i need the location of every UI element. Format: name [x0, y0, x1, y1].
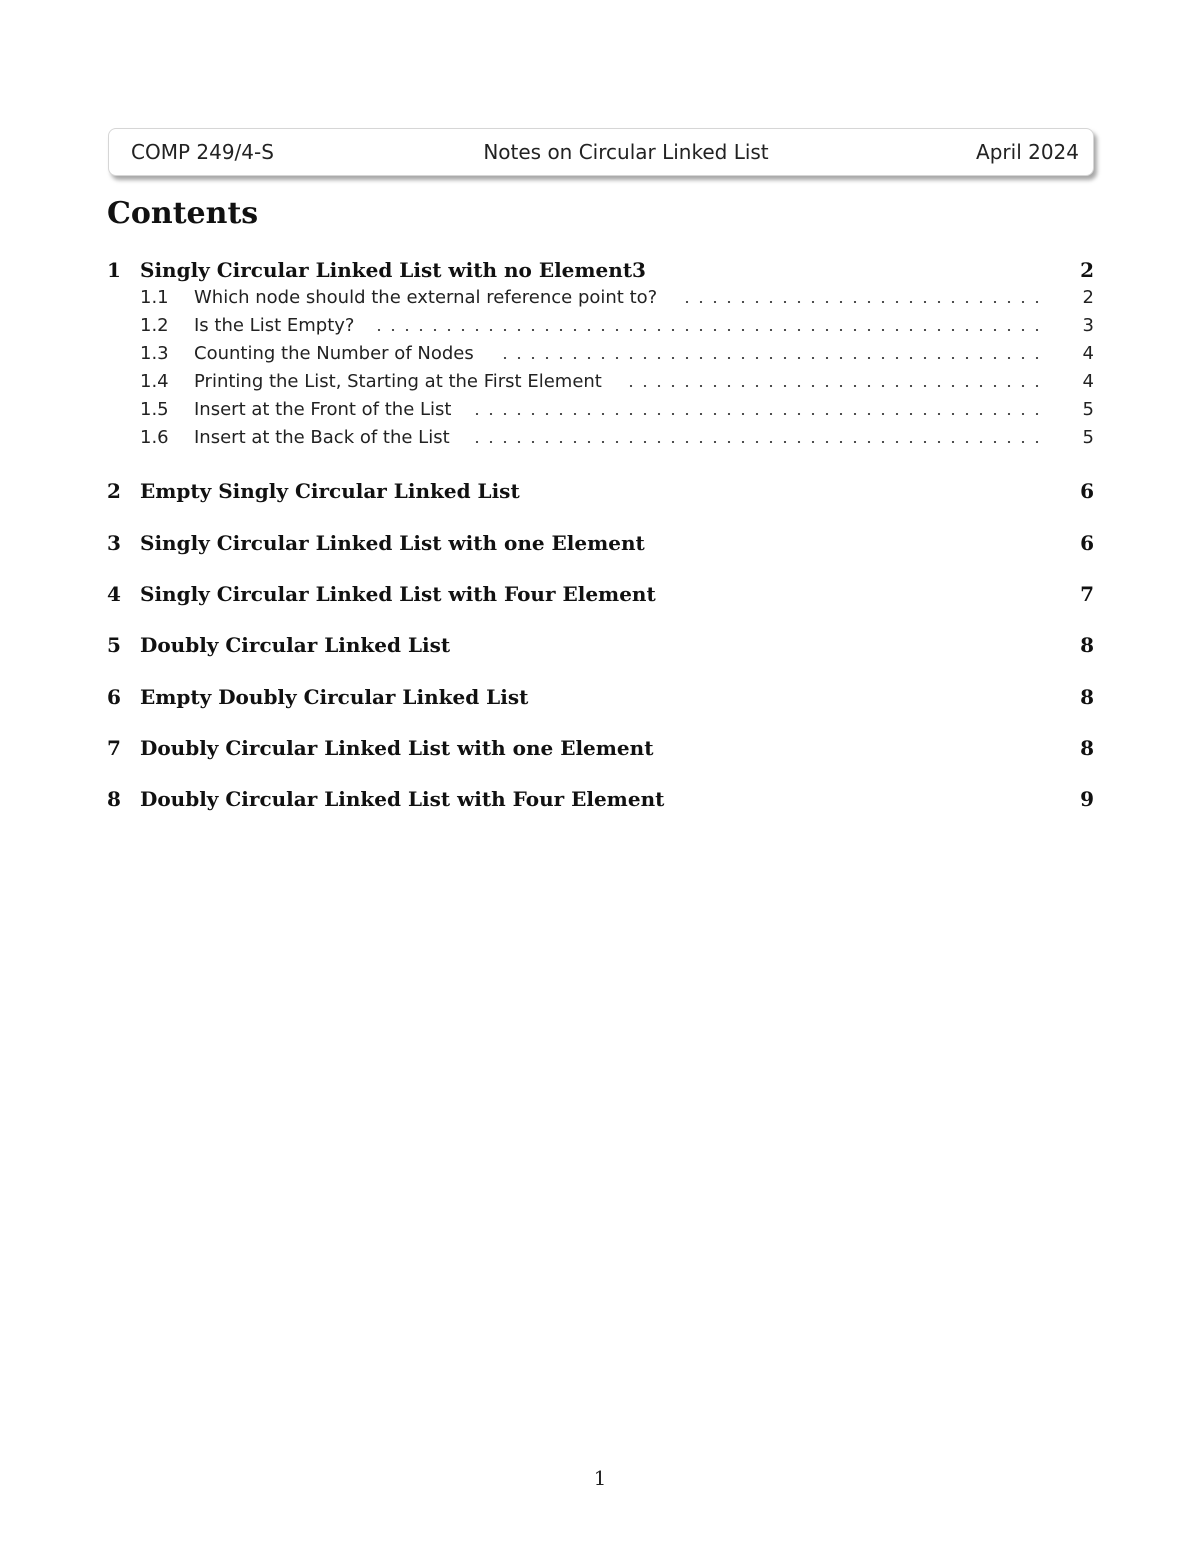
toc-section-title[interactable]: Empty Singly Circular Linked List — [140, 479, 520, 503]
toc-subsection-1-1[interactable] — [107, 287, 1094, 315]
toc-section-number: 1 — [107, 258, 121, 282]
toc-section-number: 5 — [107, 633, 121, 657]
toc-section-4[interactable] — [107, 582, 1094, 610]
toc-subsection-1-3[interactable] — [107, 343, 1094, 371]
toc-subsection-page[interactable]: 4 — [1082, 371, 1094, 392]
toc-section-5[interactable] — [107, 633, 1094, 661]
toc-section-title[interactable]: Doubly Circular Linked List with Four Element — [140, 787, 665, 811]
toc-section-page[interactable]: 6 — [1080, 531, 1094, 555]
toc-subsection-1-5[interactable] — [107, 399, 1094, 427]
toc-subsection-number: 1.4 — [140, 371, 169, 392]
toc-subsection-number: 1.2 — [140, 315, 169, 336]
toc-dot-leader — [680, 301, 1044, 303]
toc-section-number: 3 — [107, 531, 121, 555]
toc-section-page[interactable]: 2 — [1080, 258, 1094, 282]
toc-subsection-title[interactable]: Insert at the Back of the List — [194, 427, 450, 448]
toc-subsection-number: 1.6 — [140, 427, 169, 448]
toc-subsection-number: 1.3 — [140, 343, 169, 364]
toc-section-title[interactable]: Singly Circular Linked List with Four Element — [140, 582, 656, 606]
toc-section-number: 8 — [107, 787, 121, 811]
toc-section-page[interactable]: 9 — [1080, 787, 1094, 811]
toc-subsection-1-6[interactable] — [107, 427, 1094, 455]
toc-section-title[interactable]: Doubly Circular Linked List with one Element — [140, 736, 654, 760]
toc-subsection-title[interactable]: Is the List Empty? — [194, 315, 355, 336]
toc-subsection-title[interactable]: Printing the List, Starting at the First Element — [194, 371, 602, 392]
header-course: COMP 249/4-S — [131, 140, 274, 164]
toc-section-title[interactable]: Singly Circular Linked List with one Element — [140, 531, 645, 555]
toc-dot-leader — [498, 357, 1044, 359]
toc-section-number: 2 — [107, 479, 121, 503]
toc-subsection-title[interactable]: Which node should the external reference point to? — [194, 287, 658, 308]
toc-dot-leader — [470, 413, 1044, 415]
toc-section-page[interactable]: 8 — [1080, 685, 1094, 709]
toc-section-6[interactable] — [107, 685, 1094, 713]
toc-dot-leader — [624, 385, 1044, 387]
toc-subsection-1-2[interactable] — [107, 315, 1094, 343]
toc-section-8[interactable] — [107, 787, 1094, 815]
toc-section-1[interactable] — [107, 258, 1094, 286]
toc-section-page[interactable]: 8 — [1080, 633, 1094, 657]
toc-section-title[interactable]: Empty Doubly Circular Linked List — [140, 685, 529, 709]
toc-section-page[interactable]: 8 — [1080, 736, 1094, 760]
toc-section-number: 6 — [107, 685, 121, 709]
toc-subsection-title[interactable]: Counting the Number of Nodes — [194, 343, 474, 364]
toc-section-number: 4 — [107, 582, 121, 606]
toc-section-7[interactable] — [107, 736, 1094, 764]
toc-section-page[interactable]: 6 — [1080, 479, 1094, 503]
toc-subsection-page[interactable]: 5 — [1082, 399, 1094, 420]
toc-section-title[interactable]: Singly Circular Linked List with no Element3 — [140, 258, 646, 282]
page-number: 1 — [593, 1466, 607, 1490]
toc-dot-leader — [470, 441, 1044, 443]
toc-section-3[interactable] — [107, 531, 1094, 559]
toc-section-page[interactable]: 7 — [1080, 582, 1094, 606]
header-date: April 2024 — [976, 140, 1079, 164]
toc-section-title[interactable]: Doubly Circular Linked List — [140, 633, 451, 657]
toc-subsection-page[interactable]: 4 — [1082, 343, 1094, 364]
toc-subsection-number: 1.5 — [140, 399, 169, 420]
toc-subsection-number: 1.1 — [140, 287, 169, 308]
toc-subsection-page[interactable]: 2 — [1082, 287, 1094, 308]
toc-subsection-page[interactable]: 5 — [1082, 427, 1094, 448]
toc-section-number: 7 — [107, 736, 121, 760]
toc-subsection-1-4[interactable] — [107, 371, 1094, 399]
header-title: Notes on Circular Linked List — [483, 140, 769, 164]
toc-section-2[interactable] — [107, 479, 1094, 507]
contents-heading: Contents — [107, 196, 259, 231]
toc-dot-leader — [372, 329, 1044, 331]
header-box — [108, 128, 1094, 176]
toc-subsection-title[interactable]: Insert at the Front of the List — [194, 399, 452, 420]
toc-subsection-page[interactable]: 3 — [1082, 315, 1094, 336]
